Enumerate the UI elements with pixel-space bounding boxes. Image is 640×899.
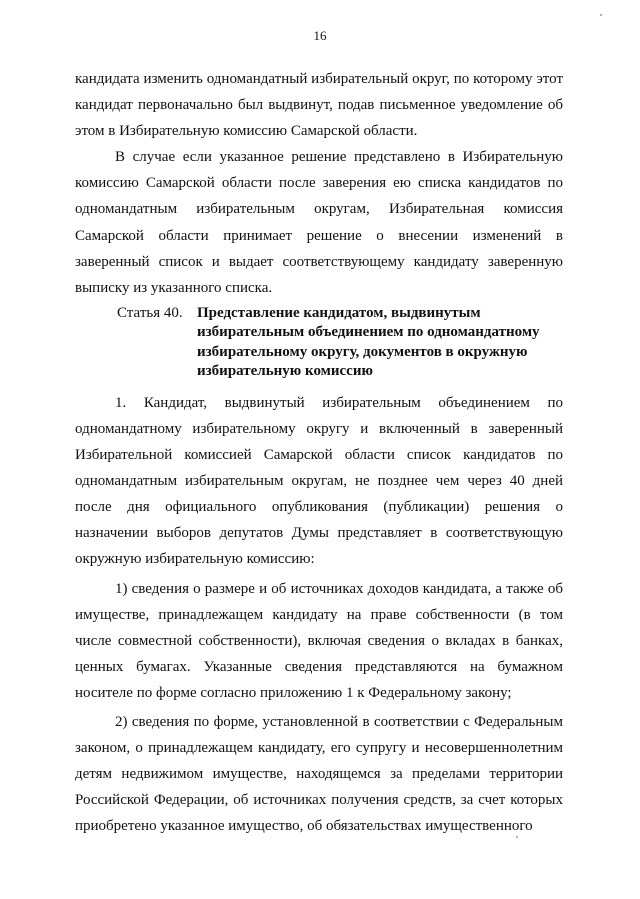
article-title: Представление кандидатом, выдвинутым избирательным объединением по одномандатному избирательному округу, документов в окружную избирательную комиссию [197,304,540,380]
scan-speck [600,14,602,16]
paragraph-clause-1: 1. Кандидат, выдвинутый избирательным объединением по одномандатному избирательному округу и включенный в заверенный Избирательной комиссией Самарской области список кандидатов по одномандатным избирательным округам, не позднее чем через 40 дней после дня официального опубликования (публикации) решения о назначении выборов депутатов Думы представляет в соответствующую окружную избирательную комиссию: [75,394,563,568]
paragraph-amendment-note: В случае если указанное решение представлено в Избирательную комиссию Самарской области после заверения ею списка кандидатов по одномандатным избирательным округам, Избирательная комиссия Самарской области принимает решение о внесении изменений в заверенный список и выдает соответствующему кандидату заверенную выписку из указанного списка. [75,149,563,296]
article-number: Статья 40. [117,304,183,321]
paragraph-continuation: кандидата изменить одномандатный избирательный округ, по которому этот кандидат первоначально был выдвинут, подав письменное уведомление об этом в Избирательную комиссию Самарской области. [75,71,563,140]
page-number: 16 [313,28,327,43]
scan-speck [516,836,518,838]
paragraph-subclause-1: 1) сведения о размере и об источниках доходов кандидата, а также об имуществе, принадлежащем кандидату на праве собственности (в том числе совместной собственности), включая сведения о вкладах в банках, ценных бумагах. Указанные сведения представляются на бумажном носителе по форме согласно приложению 1 к Федеральному закону; [75,580,563,701]
document-body [75,66,563,839]
article-heading [75,304,563,382]
paragraph-subclause-2: 2) сведения по форме, установленной в соответствии с Федеральным законом, о принадлежащем кандидату, его супругу и несовершеннолетним детям недвижимом имуществе, находящемся за пределами территории Российской Федерации, об источниках получения средств, за счет которых приобретено указанное имущество, об обязательствах имущественного [75,713,563,835]
